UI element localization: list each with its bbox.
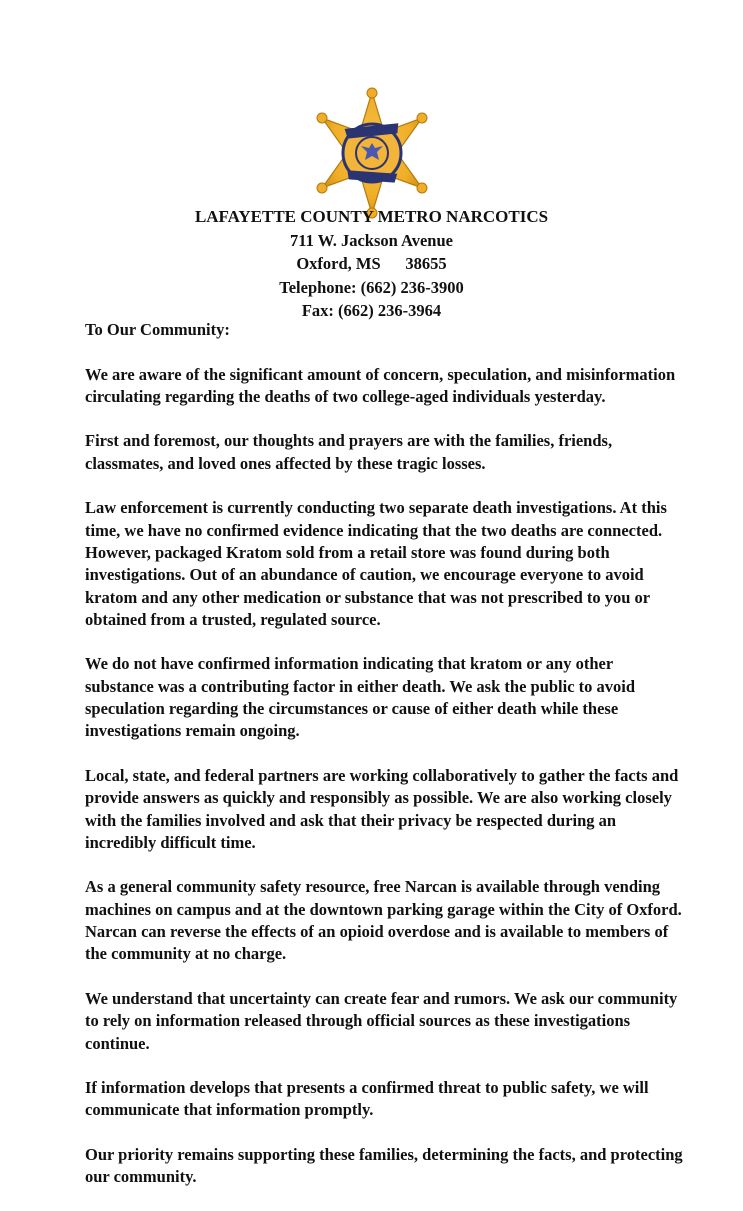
salutation: To Our Community: [85,320,230,339]
fax: Fax: (662) 236-3964 [301,301,442,320]
city-state-zip: Oxford, MS 38655 [296,254,447,273]
sheriff-star-badge-icon [305,86,439,220]
address-line: 711 W. Jackson Avenue [290,230,453,250]
paragraph-2: First and foremost, our thoughts and prayers are with the families, friends, classmates, and loved ones affected by these tragic losses. [85,431,613,473]
paragraph-5: Local, state, and federal partners are working collaboratively to gather the facts and provide answers as quickly and responsibly as possible. We are also working closely with the families involved and ask that their privacy be respected during an incredibly difficult time. [85,765,679,852]
paragraph-1: We are aware of the significant amount of concern, speculation, and misinformation circulating regarding the deaths of two college-aged individuals yesterday. [85,364,676,406]
org-name: LAFAYETTE COUNTY METRO NARCOTICS [194,207,549,226]
paragraph-7: We understand that uncertainty can create fear and rumors. We ask our community to rely on information released through official sources as these investigations continue. [85,988,678,1053]
telephone: Telephone: (662) 236-3900 [279,277,464,297]
paragraph-3: Law enforcement is currently conducting two separate death investigations. At this time, we have no confirmed evidence indicating that the two deaths are connected. However, packaged Kratom sold from a retail store was found during both investigations. Out of an abundance of caution, we encourage everyone to avoid kratom and any other medication or substance that was not prescribed to you or obtained from a trusted, regulated source. [85,498,667,629]
paragraph-4: We do not have confirmed information indicating that kratom or any other substance was a contributing factor in either death. We ask the public to avoid speculation regarding the circumstances or cause of either death while these investigations remain ongoing. [85,654,636,741]
paragraph-8: If information develops that presents a confirmed threat to public safety, we will communicate that information promptly. [85,1078,649,1120]
paragraph-6: As a general community safety resource, free Narcan is available through vending machines on campus and at the downtown parking garage within the City of Oxford. Narcan can reverse the effects of an opioid overdose and is available to members of the community at no charge. [85,877,682,964]
letterhead [0,205,743,323]
paragraph-9: Our priority remains supporting these families, determining the facts, and protecting our community. [85,1144,683,1187]
agency-badge [305,86,439,220]
letter-body [85,319,685,1211]
